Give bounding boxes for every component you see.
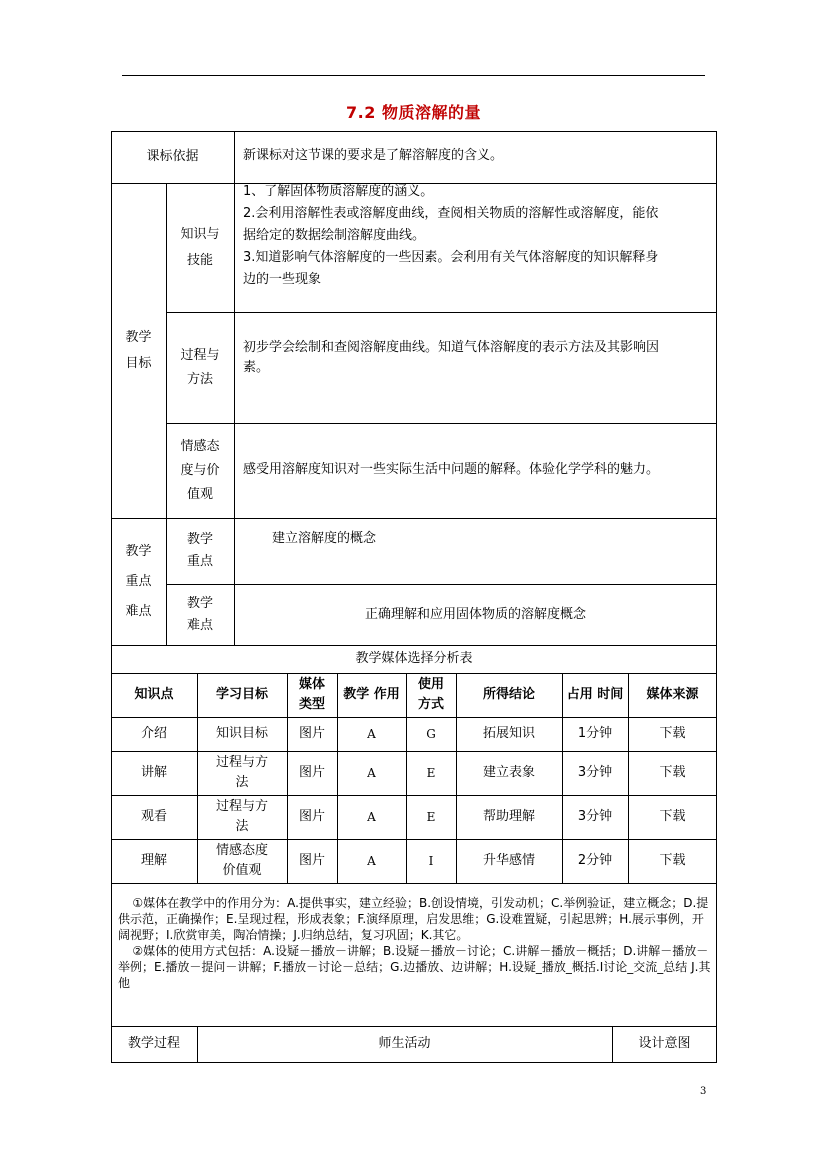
focus-text: 建立溶解度的概念: [272, 531, 377, 546]
header-cell: [562, 673, 628, 717]
table-cell-text: 情感态度价值观: [215, 843, 268, 878]
header-cell: 知识点: [134, 687, 174, 702]
process-line: 初步学会绘制和查阅溶解度曲线。知道气体溶解度的表示方法及其影响因: [243, 340, 660, 355]
emotion-label-text: 情感态度与价值观: [180, 438, 220, 502]
table-cell: 3分钟: [577, 765, 613, 780]
difficulty-label-text: 教学难点: [186, 595, 213, 633]
header-cell-text: 媒体类型: [298, 677, 325, 712]
process-label-text: 过程与方法: [180, 347, 220, 387]
table-cell: 拓展知识: [482, 726, 535, 741]
header-cell: 学习目标: [215, 687, 268, 702]
table-cell: 帮助理解: [482, 809, 535, 824]
process-row-label: 教学过程: [127, 1036, 180, 1051]
note-paragraph: ①媒体在教学中的作用分为：A.提供事实，建立经验；B.创设情境，引发动机；C.举例验证，建立概念；D.提供示范，正确操作；E.呈现过程，形成表象；F.演绎原理，启发思维；G.设难置疑，引起思辨；H.展示事例，开阔视野；I.欣赏审美，陶冶情操；J.归纳总结，复习巩固；K.其它。: [118, 896, 709, 942]
header-cell-text: 占用 时间: [566, 687, 624, 702]
process-line: 素。: [243, 360, 270, 375]
header-cell-text: 教学 作用: [343, 687, 400, 702]
knowledge-line: 据给定的数据绘制溶解度曲线。: [243, 228, 426, 243]
table-cell: E: [426, 766, 436, 780]
table-cell: 3分钟: [577, 809, 613, 824]
table-cell: 下载: [659, 765, 686, 780]
media-table-caption: 教学媒体选择分析表: [355, 651, 473, 666]
table-cell: E: [426, 810, 436, 824]
table-cell: A: [367, 854, 376, 868]
header-cell: [337, 673, 406, 717]
table-cell: 下载: [659, 809, 686, 824]
divider: [166, 423, 717, 424]
table-cell-text: 过程与方法: [215, 799, 268, 834]
process-label: [166, 312, 234, 423]
objectives-label: [111, 183, 166, 518]
knowledge-label: [166, 183, 234, 312]
table-cell: 讲解: [140, 765, 167, 780]
difficulty-label: [166, 584, 234, 645]
knowledge-line: 边的一些现象: [243, 272, 322, 287]
focus-label-text: 教学重点: [186, 532, 213, 569]
emotion-label: [166, 423, 234, 518]
divider: [166, 312, 717, 313]
knowledge-label-text: 知识与技能: [180, 226, 220, 268]
table-cell: 图片: [298, 765, 325, 780]
table-cell: 图片: [298, 809, 325, 824]
table-cell: 升华感情: [482, 853, 535, 868]
header-cell: [287, 673, 337, 717]
table-cell: G: [426, 727, 436, 741]
header-rule: [122, 75, 705, 76]
knowledge-line: 3.知道影响气体溶解度的一些因素。会利用有关气体溶解度的知识解释身: [243, 250, 659, 265]
difficulty-text: 正确理解和应用固体物质的溶解度概念: [364, 606, 586, 622]
basis-label: 课标依据: [146, 149, 199, 164]
table-cell: A: [367, 727, 376, 741]
objectives-label-text: 教学目标: [125, 329, 152, 371]
table-cell: 理解: [140, 853, 167, 868]
keypoints-label-text: 教学重点难点: [125, 543, 152, 619]
process-row-activities: 师生活动: [378, 1036, 431, 1051]
knowledge-line: 2.会利用溶解性表或溶解度曲线，查阅相关物质的溶解性或溶解度，能依: [243, 206, 659, 221]
header-cell: [406, 673, 456, 717]
page-title: 7.2 物质溶解的量: [346, 103, 481, 122]
knowledge-line: 1、了解固体物质溶解度的涵义。: [243, 184, 434, 199]
table-cell-text: 过程与方法: [215, 755, 268, 790]
table-cell: 2分钟: [577, 853, 613, 868]
table-cell: [197, 839, 287, 883]
table-cell: A: [367, 766, 376, 780]
header-cell-text: 使用方式: [417, 677, 444, 712]
table-cell: 下载: [659, 726, 686, 741]
table-cell: 知识目标: [215, 726, 268, 741]
divider: [111, 883, 717, 884]
table-cell: 图片: [298, 853, 325, 868]
table-cell: 1分钟: [577, 726, 613, 741]
note-paragraph: ②媒体的使用方式包括：A.设疑－播放－讲解；B.设疑－播放－讨论；C.讲解－播放－概括；D.讲解－播放－举例；E.播放－提问－讲解；F.播放－讨论－总结；G.边播放、边讲解；H.设疑_播放_概括.I讨论_交流_总结 J.其他: [118, 944, 711, 990]
table-cell: 图片: [298, 726, 325, 741]
table-cell: 介绍: [140, 726, 167, 741]
process-row-intent: 设计意图: [638, 1036, 691, 1051]
focus-label: [166, 518, 234, 584]
header-cell: 媒体来源: [646, 687, 699, 702]
media-notes: [118, 895, 712, 991]
divider: [234, 131, 235, 645]
table-cell: [197, 795, 287, 839]
page-number: 3: [700, 1086, 707, 1097]
table-cell: I: [428, 854, 434, 868]
table-cell: 观看: [140, 809, 167, 824]
table-cell: 下载: [659, 853, 686, 868]
table-cell: A: [367, 810, 376, 824]
table-cell: [197, 751, 287, 795]
table-cell: 建立表象: [482, 765, 535, 780]
keypoints-label: [111, 518, 166, 645]
basis-text: 新课标对这节课的要求是了解溶解度的含义。: [243, 148, 504, 163]
header-cell: 所得结论: [482, 687, 535, 702]
emotion-text: 感受用溶解度知识对一些实际生活中问题的解释。体验化学学科的魅力。: [243, 462, 660, 477]
